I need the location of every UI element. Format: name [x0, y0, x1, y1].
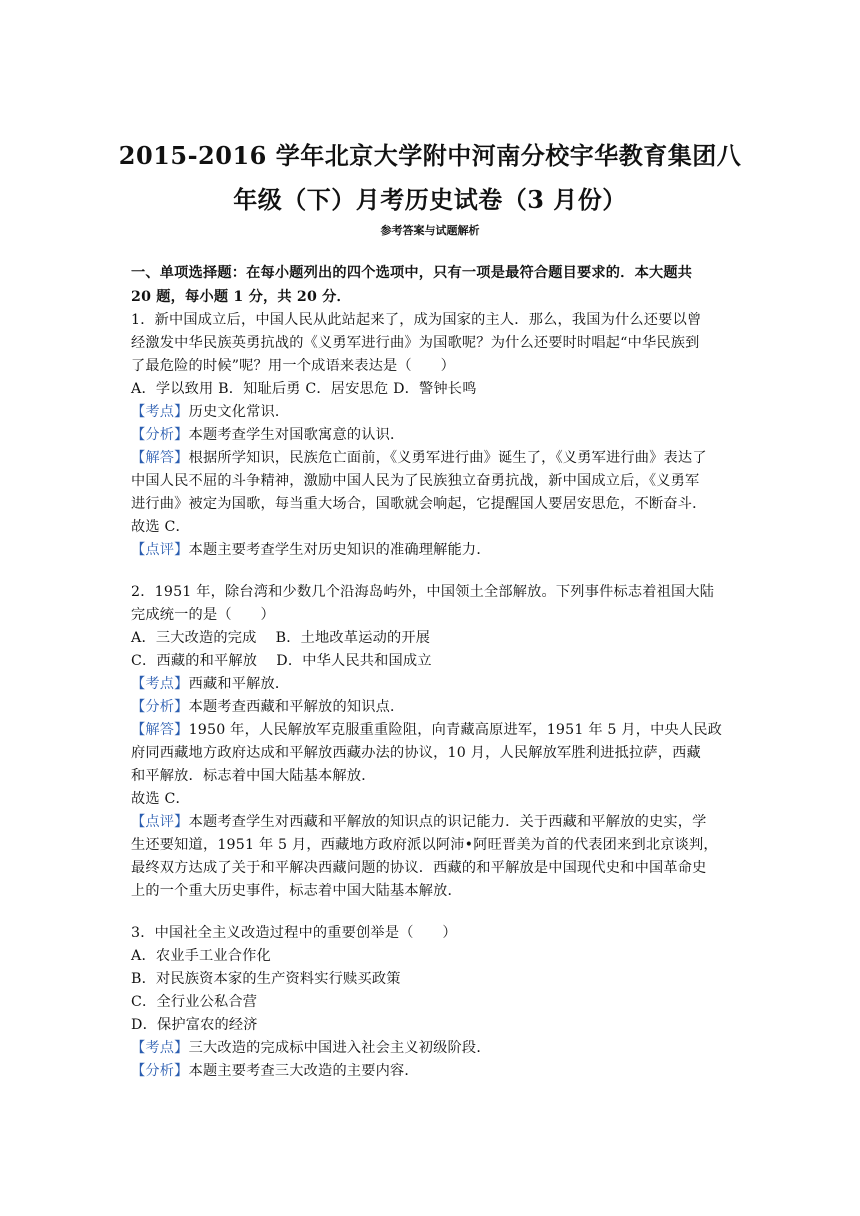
q1-options: A．学以致用 B．知耻后勇 C．居安思危 D．警钟长鸣	[131, 381, 477, 397]
q2-kaodian	[131, 673, 731, 695]
fenxi-tag: 【分析】	[131, 699, 189, 715]
q1-jieda-line2: 中国人民不屈的斗争精神，激励中国人民为了民族独立奋勇抗战，新中国成立后，《义勇军	[131, 473, 700, 489]
q1-jieda-line3: 进行曲》被定为国歌，每当重大场合，国歌就会响起，它提醒国人要居安思危，不断奋斗．	[131, 496, 707, 512]
q2-answer: 故选 C．	[131, 791, 190, 807]
document-title-line1: 2015-2016 学年北京大学附中河南分校宇华教育集团八	[118, 141, 742, 170]
q2-options-line1: A．三大改造的完成 B．土地改革运动的开展	[131, 630, 431, 646]
q2-jieda-line2: 府同西藏地方政府达成和平解放西藏办法的协议，10 月，人民解放军胜利进抵拉萨，西藏	[131, 745, 701, 761]
q2-jieda	[131, 719, 731, 741]
q2-jieda-text1: 1950 年，人民解放军克服重重险阻，向青藏高原进军，1951 年 5 月，中央人民政	[188, 722, 723, 738]
q3-fenxi	[131, 1060, 731, 1082]
q2-fenxi-text: 本题考查西藏和平解放的知识点．	[188, 699, 405, 715]
jieda-tag: 【解答】	[131, 450, 189, 466]
document-title-line2: 年级（下）月考历史试卷（3 月份）	[233, 185, 627, 214]
section-heading-line1: 一、单项选择题：在每小题列出的四个选项中，只有一项是最符合题目要求的．本大题共	[131, 265, 693, 281]
q2-dianping	[131, 811, 731, 833]
section-heading-line2: 20 题，每小题 1 分，共 20 分．	[131, 289, 351, 305]
q1-stem-line1: 1．新中国成立后，中国人民从此站起来了，成为国家的主人．那么，我国为什么还要以曾	[131, 312, 702, 328]
q3-option-d: D．保护富农的经济	[131, 1017, 258, 1033]
q2-jieda-line3: 和平解放．标志着中国大陆基本解放．	[131, 768, 376, 784]
q2-kaodian-text: 西藏和平解放．	[188, 676, 290, 692]
q2-dianping-text1: 本题考查学生对西藏和平解放的知识点的识记能力．关于西藏和平解放的史实，学	[188, 814, 707, 830]
q3-fenxi-text: 本题主要考查三大改造的主要内容．	[188, 1063, 419, 1079]
fenxi-tag: 【分析】	[131, 427, 189, 443]
q3-kaodian	[131, 1037, 731, 1059]
q1-stem-line2: 经激发中华民族英勇抗战的《义勇军进行曲》为国歌呢？为什么还要时时唱起“中华民族到	[131, 335, 700, 351]
q1-kaodian	[131, 401, 731, 423]
document-subtitle: 参考答案与试题解析	[380, 224, 480, 237]
q1-stem-line3: 了最危险的时候”呢？用一个成语来表达是（ ）	[131, 358, 455, 374]
dianping-tag: 【点评】	[131, 814, 189, 830]
q2-fenxi	[131, 696, 731, 718]
q1-fenxi	[131, 424, 731, 446]
fenxi-tag: 【分析】	[131, 1063, 189, 1079]
kaodian-tag: 【考点】	[131, 676, 189, 692]
q1-jieda	[131, 447, 731, 469]
q2-stem-line1: 2．1951 年，除台湾和少数几个沿海岛屿外，中国领土全部解放。下列事件标志着祖国大陆	[131, 584, 715, 600]
q1-dianping-text: 本题主要考查学生对历史知识的准确理解能力．	[188, 542, 491, 558]
q3-stem: 3．中国社全主义改造过程中的重要创举是（ ）	[131, 925, 457, 941]
q2-dianping-line2: 生还要知道，1951 年 5 月，西藏地方政府派以阿沛•阿旺晋美为首的代表团来到北京谈判，	[131, 837, 718, 853]
kaodian-tag: 【考点】	[131, 1040, 189, 1056]
q1-answer: 故选 C．	[131, 519, 190, 535]
q3-option-b: B．对民族资本家的生产资料实行赎买政策	[131, 971, 401, 987]
q1-dianping	[131, 539, 731, 561]
q2-stem-line2: 完成统一的是（ ）	[131, 607, 275, 623]
q3-option-c: C．全行业公私合营	[131, 994, 258, 1010]
kaodian-tag: 【考点】	[131, 404, 189, 420]
q1-kaodian-text: 历史文化常识．	[188, 404, 290, 420]
q3-option-a: A．农业手工业合作化	[131, 948, 271, 964]
dianping-tag: 【点评】	[131, 542, 189, 558]
jieda-tag: 【解答】	[131, 722, 189, 738]
q1-fenxi-text: 本题考查学生对国歌寓意的认识．	[188, 427, 405, 443]
q3-kaodian-text: 三大改造的完成标中国进入社会主义初级阶段．	[188, 1040, 491, 1056]
q2-dianping-line4: 上的一个重大历史事件，标志着中国大陆基本解放．	[131, 883, 462, 899]
q1-jieda-text1: 根据所学知识，民族危亡面前，《义勇军进行曲》诞生了，《义勇军进行曲》表达了	[188, 450, 707, 466]
q2-dianping-line3: 最终双方达成了关于和平解决西藏问题的协议．西藏的和平解放是中国现代史和中国革命史	[131, 860, 707, 876]
q2-options-line2: C．西藏的和平解放 D．中华人民共和国成立	[131, 653, 432, 669]
